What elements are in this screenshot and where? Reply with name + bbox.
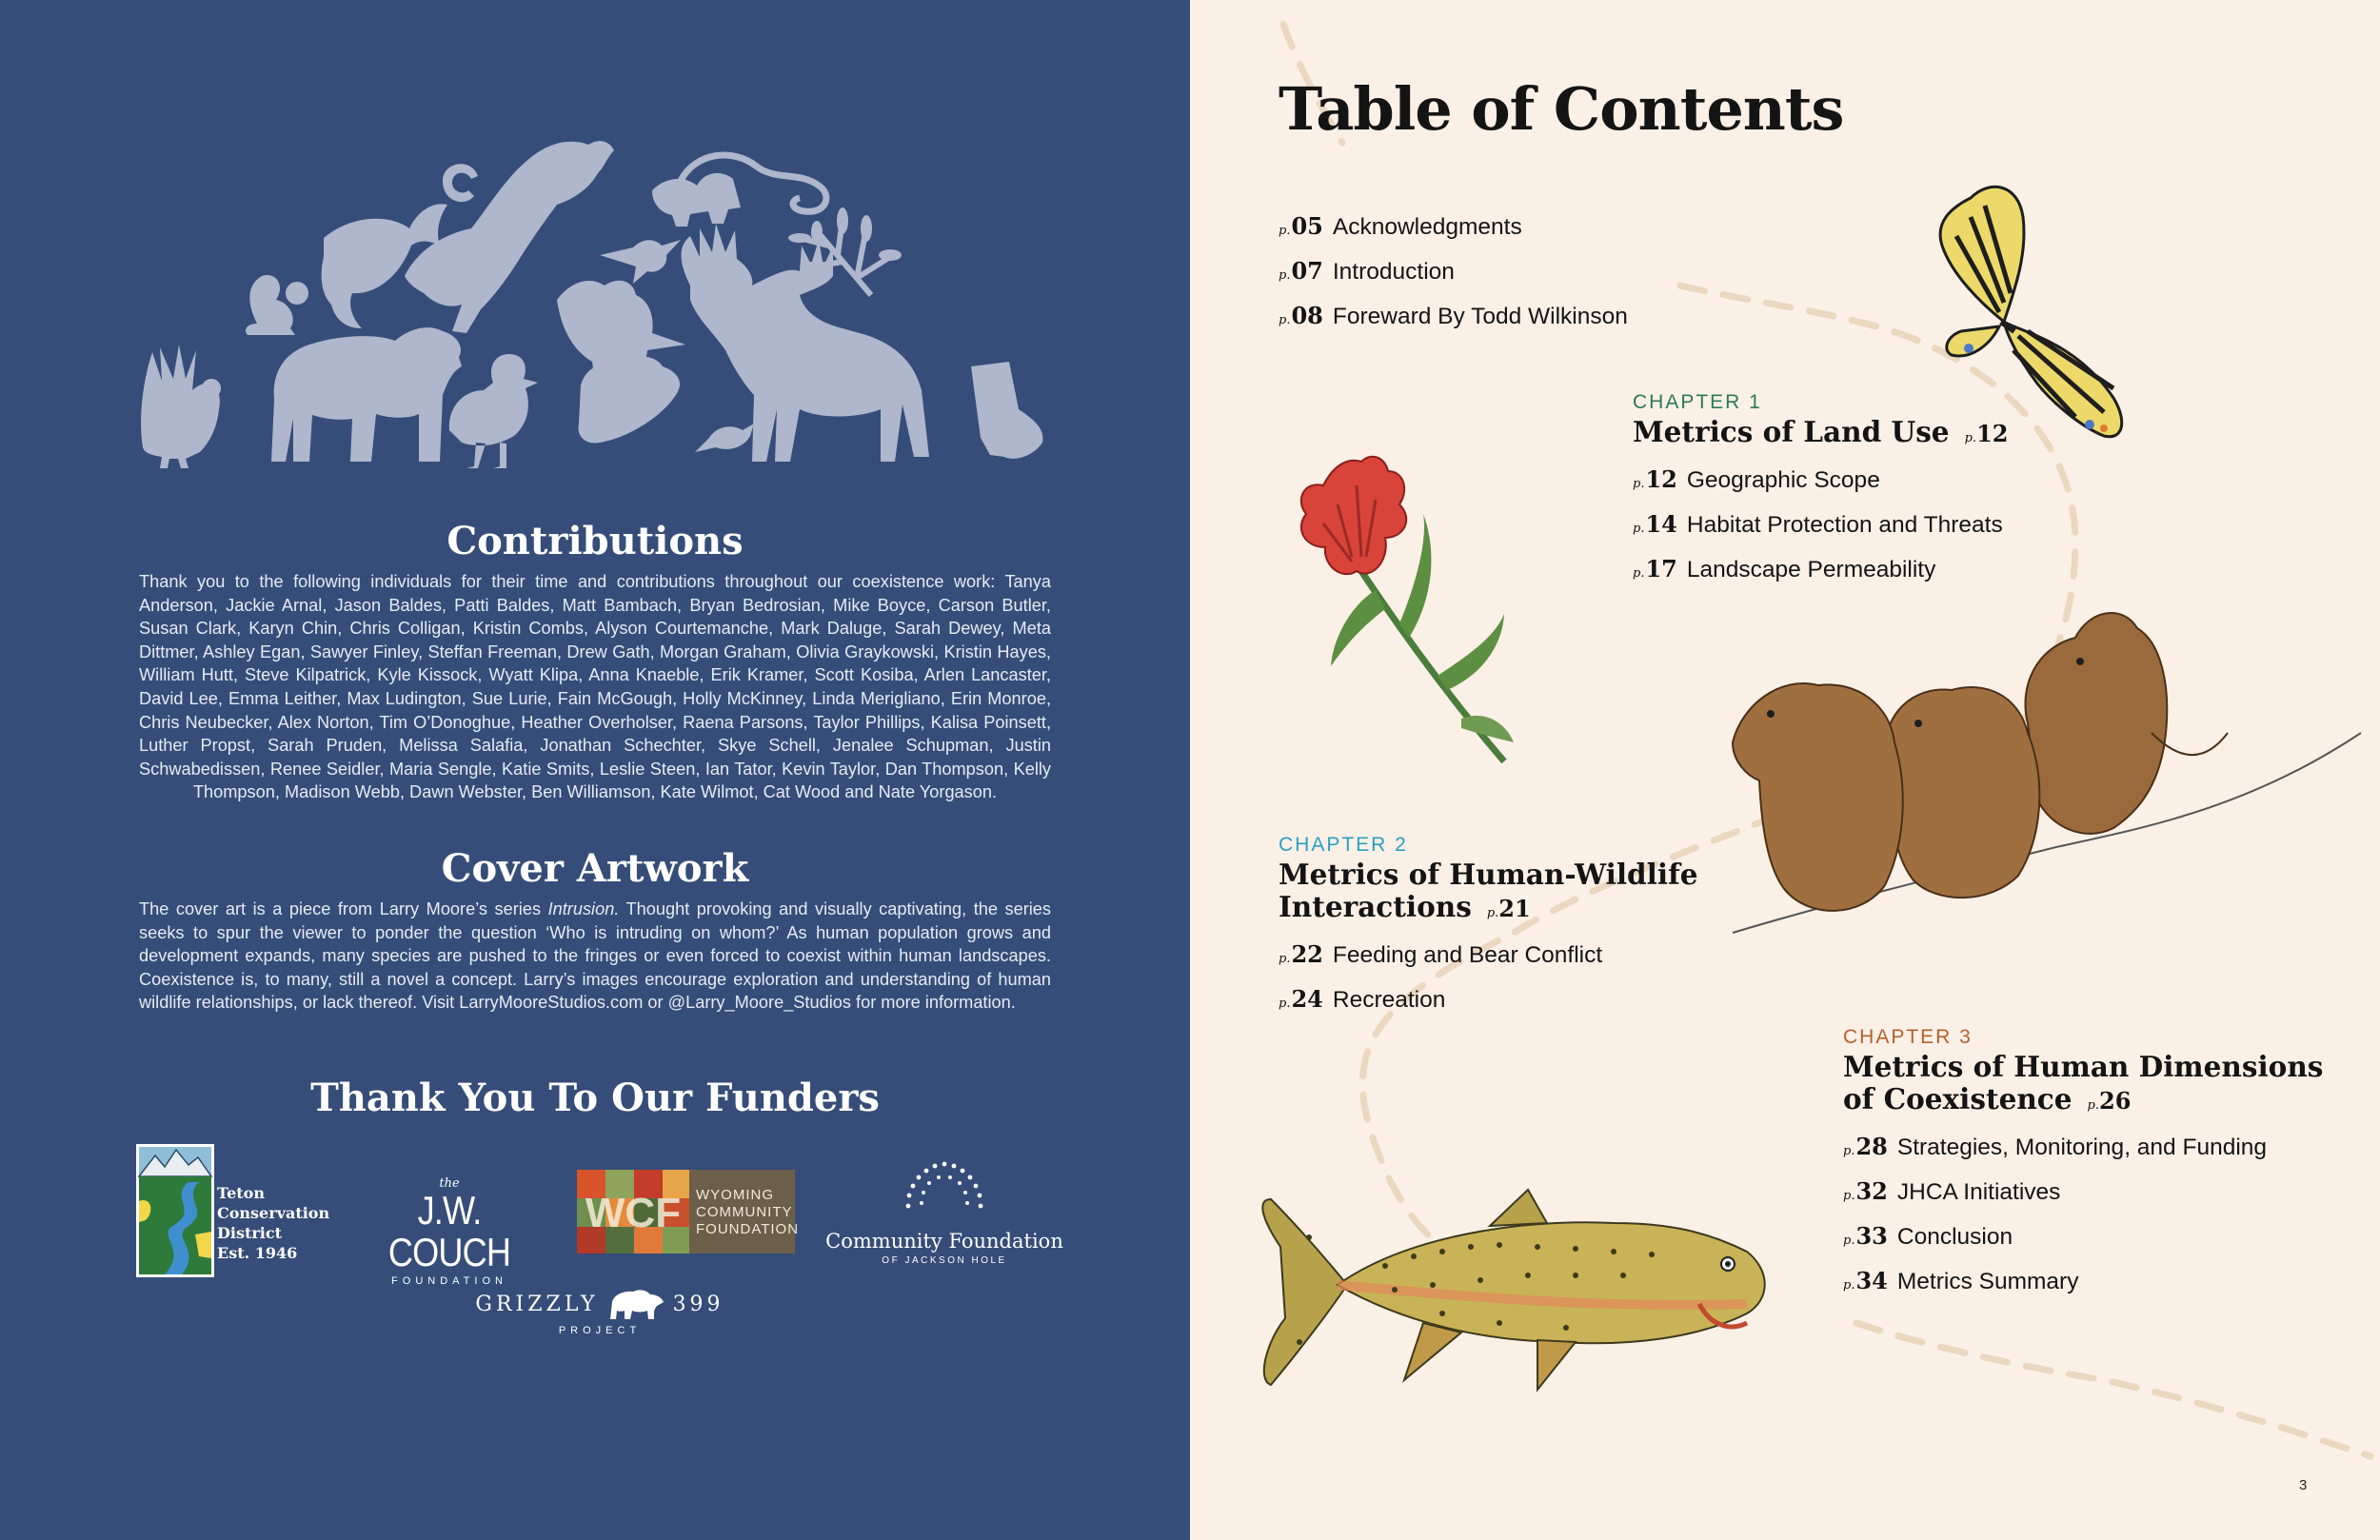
wildlife-silhouettes-illustration	[133, 133, 1057, 476]
contributions-heading: Contributions	[446, 519, 744, 563]
toc-entry-habitat-protection[interactable]: p. 14 Habitat Protection and Threats	[1633, 510, 2003, 538]
squirrel-silhouette	[246, 275, 308, 335]
chapter-2-title[interactable]: Metrics of Human-Wildlife Interactions p.21	[1279, 858, 1698, 923]
chapter-2-label: CHAPTER 2	[1279, 834, 1408, 856]
cover-artwork-body: The cover art is a piece from Larry Moore’s series Intrusion. Thought provoking and visually captivating, the series seeks to spur the viewer to ponder the question ‘Who is intruding on whom?’ As human population grows and development expands, many species are pushed to the fringes or even forced to coexist within human landscapes. Coexistence is, to many, still a novel a concept. Larry’s images encourage exploration and understanding of human wildlife relationships, or lack thereof. Visit LarryMooreStudios.com or @Larry_Moore_Studios for more information.	[139, 899, 1051, 1013]
wyoming-community-foundation-logo	[577, 1170, 800, 1254]
grizzly-399-project-logo: GRIZZLY 399 PROJECT	[466, 1287, 733, 1336]
grizzly-bear-icon	[606, 1287, 665, 1321]
toc-entry-strategies-monitoring[interactable]: p. 28 Strategies, Monitoring, and Funding	[1843, 1133, 2268, 1160]
contributions-body: Thank you to the following individuals for their time and contributions throughout our coexistence work: Tanya Anderson, Jackie Arnal, Jason Baldes, Patti Baldes, Matt Bambach, Bryan Bedrosian, Mike Boyce, Carson Butler, Susan Clark, Karyn Chin, Chris Colligan, Kristin Combs, Alyson Courtemanche, Mark Daluge, Sarah Dewey, Meta Dittmer, Ashley Egan, Sawyer Finley, Steffan Freeman, Drew Gath, Morgan Graham, Olivia Graykowski, Kristin Hayes, William Hutt, Steve Kilpatrick, Kyle Kissock, Wyatt Klipa, Anna Knaeble, Erik Kramer, Scott Kosiba, Arlen Lancaster, David Lee, Emma Leither, Max Ludington, Sue Lurie, Fain McGough, Holly McKinney, Linda Merigliano, Erin Monroe, Chris Neubecker, Alex Norton, Tim O’Donoghue, Heather Overholser, Raena Parsons, Taylor Phillips, Kalisa Poinsett, Luther Propst, Sarah Pruden, Melissa Salafia, Jonathan Schechter, Skye Schell, Jenalee Schupman, Justin Schwabedissen, Renee Seidler, Maria Sengle, Katie Smits, Leslie Steen, Ian Tator, Kevin Taylor, Dan Thompson, Kelly Thompson, Madison Webb, Dawn Webster, Ben Williamson, Kate Wilmot, Cat Wood and Nate Yorgason.	[139, 572, 1051, 802]
chapter-3-title[interactable]: Metrics of Human Dimensions of Coexistence p.26	[1843, 1050, 2324, 1116]
teton-conservation-district-logo	[136, 1144, 214, 1277]
page-number: 3	[2299, 1477, 2308, 1493]
toc-title: Table of Contents	[1279, 74, 1844, 144]
stars-arc-icon	[897, 1158, 992, 1219]
right-page	[1190, 0, 2380, 1540]
bison-silhouette	[652, 173, 741, 227]
toc-entry-acknowledgments[interactable]: p. 05 Acknowledgments	[1279, 212, 1522, 240]
cover-artwork-heading: Cover Artwork	[441, 846, 749, 891]
wyoming-community-foundation-name: WYOMING COMMUNITY FOUNDATION	[696, 1187, 800, 1237]
toc-entry-introduction[interactable]: p. 07 Introduction	[1279, 257, 1455, 285]
toc-entry-feeding-bear-conflict[interactable]: p. 22 Feeding and Bear Conflict	[1279, 940, 1603, 968]
toc-entry-geographic-scope[interactable]: p. 12 Geographic Scope	[1633, 465, 1880, 493]
sage-grouse-silhouette	[141, 345, 221, 468]
wcf-letters: WCF	[585, 1190, 682, 1236]
horseshoe-silhouette	[443, 164, 478, 202]
toc-entry-landscape-permeability[interactable]: p. 17 Landscape Permeability	[1633, 555, 1936, 582]
hummingbird-silhouette	[600, 240, 681, 284]
toc-entry-jhca-initiatives[interactable]: p. 32 JHCA Initiatives	[1843, 1177, 2061, 1205]
teton-conservation-district-name: Teton Conservation District Est. 1946	[217, 1184, 330, 1262]
toc-entry-foreward[interactable]: p. 08 Foreward By Todd Wilkinson	[1279, 302, 1628, 329]
wcf-mosaic-mark	[577, 1170, 689, 1254]
marmots-illustration	[1714, 590, 2370, 942]
toc-entry-recreation[interactable]: p. 24 Recreation	[1279, 985, 1446, 1013]
small-bird-silhouette	[695, 424, 754, 452]
toc-entry-conclusion[interactable]: p. 33 Conclusion	[1843, 1222, 2013, 1250]
community-foundation-jackson-hole-logo: Community Foundation OF JACKSON HOLE	[821, 1158, 1068, 1266]
funders-heading: Thank You To Our Funders	[310, 1076, 880, 1120]
series-name: Intrusion.	[547, 899, 620, 918]
swallowtail-butterfly-illustration	[1914, 179, 2142, 455]
chapter-3-label: CHAPTER 3	[1843, 1026, 1973, 1048]
jw-couch-foundation-logo: the J.W. COUCH FOUNDATION	[387, 1176, 511, 1287]
chapter-1-title[interactable]: Metrics of Land Use p.12	[1633, 415, 2009, 448]
grizzly-bear-silhouette	[271, 327, 462, 462]
boot-silhouette	[971, 362, 1042, 459]
duck-silhouette	[449, 354, 538, 468]
cowboy-hat-silhouette	[578, 357, 680, 444]
chapter-1-label: CHAPTER 1	[1633, 391, 1762, 413]
cutthroat-trout-illustration	[1252, 1180, 1785, 1409]
toc-entry-metrics-summary[interactable]: p. 34 Metrics Summary	[1843, 1267, 2079, 1294]
paintbrush-flower-illustration	[1257, 447, 1533, 780]
